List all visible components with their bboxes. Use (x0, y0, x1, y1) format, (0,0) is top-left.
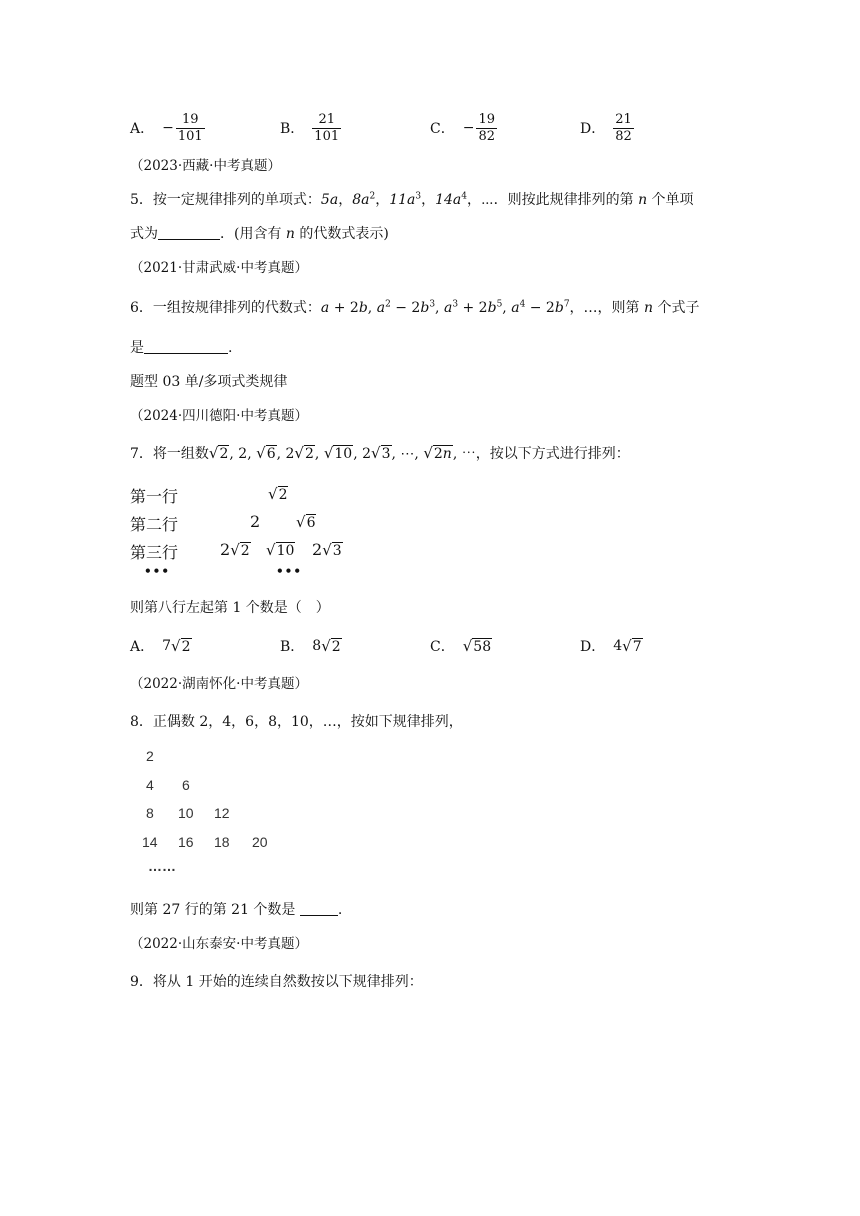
q8-stem: 8．正偶数 2，4，6，8，10，…，按如下规律排列， (130, 714, 463, 730)
row-label: 第一行 (130, 489, 179, 506)
q7-options (130, 624, 750, 668)
q4-option-d: D． $\frac{21}{82}$ (580, 111, 632, 144)
triangle-cell: 14 (142, 834, 158, 850)
q4-options (130, 106, 750, 150)
triangle-cell: 10 (178, 805, 194, 821)
triangle-cell: 4 (146, 777, 154, 793)
q5-stem-line2: 式为 ．(用含有 n 的代数式表示) (130, 226, 389, 242)
q8-source: （2022·湖南怀化·中考真题） (130, 676, 308, 692)
pattern-cell: 2 √ 2 (220, 540, 250, 559)
triangle-cell: 12 (214, 805, 230, 821)
q4-option-b: B． $\frac{21}{101}$ (280, 111, 340, 144)
fraction: $\frac{19}{82}$ (478, 111, 495, 144)
triangle-cell: 16 (178, 834, 194, 850)
section-title: 题型 03 单/多项式类规律 (130, 374, 288, 390)
row-label: 第三行 (130, 545, 179, 562)
q8-question: 则第 27 行的第 21 个数是 . (130, 902, 343, 918)
q8-triangle-figure (140, 744, 300, 874)
pattern-cell: √ 10 (266, 541, 295, 559)
q5-stem: 5．按一定规律排列的单项式：5a，$8a^2$，$11a^3$，$14a^4$，⋯．则按此规律排列的第 n 个单项 (130, 191, 694, 208)
ellipsis: ••• (276, 564, 303, 578)
q6-stem-line2: 是 . (130, 340, 233, 356)
triangle-cell: 20 (252, 834, 268, 850)
triangle-cell: 2 (146, 748, 154, 764)
q9-source: （2022·山东泰安·中考真题） (130, 936, 308, 952)
fraction: $\frac{21}{101}$ (314, 111, 340, 144)
triangle-cell: 18 (214, 834, 230, 850)
q7-question: 则第八行左起第 1 个数是（ ） (130, 600, 330, 616)
answer-blank (144, 339, 228, 354)
q6-stem: 6．一组按规律排列的代数式：a + 2b, $a^2 - 2b^3$, $a^3 + 2b^5$, $a^4 - 2b^7$，…，则第 n 个式子 (130, 299, 700, 316)
q4-option-a: A． − $\frac{19}{101}$ (130, 111, 203, 144)
q7-stem: 7．将一组数 √ 2 , 2, √ 6 , 2 √ 2 , √ 10 , 2 √ 3 , ⋯, √ 2n , ⋯，按以下方式进行排列： (130, 444, 630, 462)
triangle-cell: 8 (146, 805, 154, 821)
q7-option-c: C． √ 58 (430, 637, 492, 655)
fraction: $\frac{19}{101}$ (177, 111, 203, 144)
q7-option-d: D． 4 √ 7 (580, 637, 642, 655)
pattern-cell: 2 √ 3 (312, 540, 342, 559)
pattern-cell: 2 (250, 512, 261, 531)
ellipsis: …… (148, 858, 176, 874)
q7-option-b: B． 8 √ 2 (280, 637, 341, 655)
ellipsis: ••• (144, 564, 171, 578)
q5-source: （2023·西藏·中考真题） (130, 158, 281, 174)
q7-option-a: A． 7 √ 2 (130, 637, 191, 655)
q7-source: （2024·四川德阳·中考真题） (130, 408, 308, 424)
fraction: $\frac{21}{82}$ (615, 111, 632, 144)
q6-source: （2021·甘肃武威·中考真题） (130, 260, 308, 276)
q7-pattern-figure (130, 480, 370, 580)
minus-sign: − (462, 120, 475, 136)
q9-stem: 9．将从 1 开始的连续自然数按以下规律排列： (130, 974, 423, 990)
pattern-cell: √ 2 (268, 485, 288, 503)
row-label: 第二行 (130, 517, 179, 534)
pattern-cell: √ 6 (296, 513, 316, 531)
answer-blank (158, 225, 220, 240)
q4-option-c: C． − $\frac{19}{82}$ (430, 111, 495, 144)
answer-blank (300, 901, 338, 916)
minus-sign: − (162, 120, 174, 136)
triangle-cell: 6 (182, 777, 190, 793)
